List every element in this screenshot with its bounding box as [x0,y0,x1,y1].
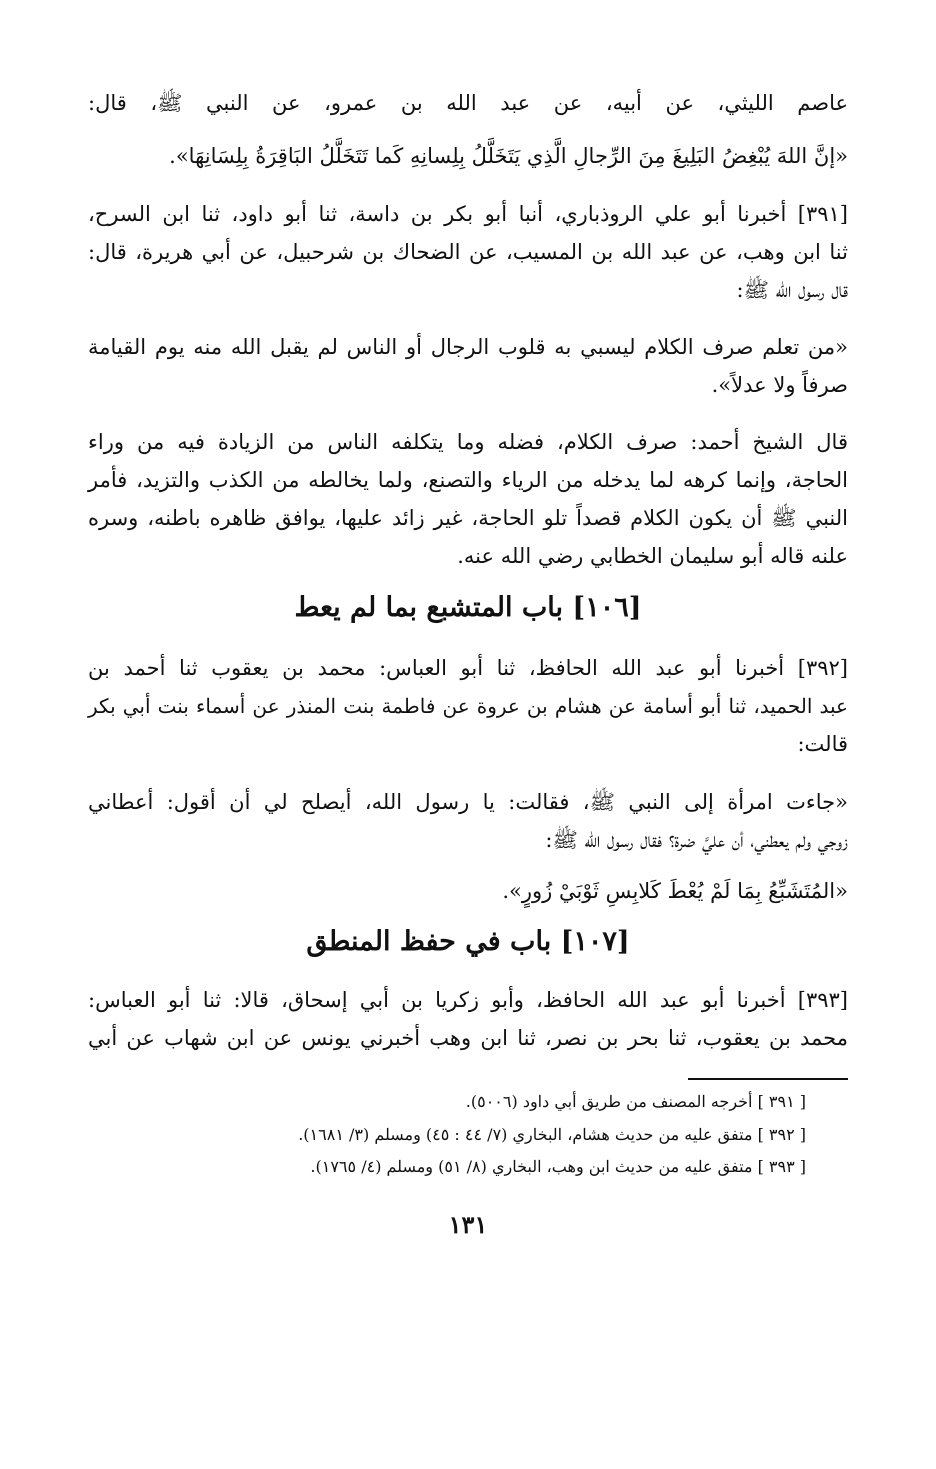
text-line: [٣٩٣] أخبرنا أبو عبد الله الحافظ، وأبو زكريا بن أبي إسحاق، قالا: ثنا أبو العباس: [88,988,848,1012]
chapter-heading: [١٠٧] باب في حفظ المنطق [306,926,630,957]
text-line: عبد الحميد، ثنا أبو أسامة عن هشام بن عروة عن فاطمة بنت المنذر عن أسماء بنت أبي بكر [88,694,848,718]
page-number: ١٣١ [448,1210,488,1239]
text-line: النبي ﷺ أن يكون الكلام قصداً تلو الحاجة، غير زائد عليها، يوافق ظاهره باطنه، وسره [88,506,848,530]
text-line: الحاجة، وإنما كرهه لما يدخله من الرياء والتصنع، ولما يخالطه من الكذب والتزيد، فأمر [88,468,848,492]
text-line: علنه قاله أبو سليمان الخطابي رضي الله عنه. [457,544,848,568]
text-line: محمد بن يعقوب، ثنا بحر بن نصر، ثنا ابن وهب أخبرني يونس عن ابن شهاب عن أبي [88,1026,848,1050]
footnote: [ ٣٩٢ ] متفق عليه من حديث هشام، البخاري (٧/ ٤٤ : ٤٥) ومسلم (٣/ ١٦٨١). [298,1125,806,1144]
text-line: ثنا ابن وهب، عن عبد الله بن المسيب، عن الضحاك بن شرحبيل، عن أبي هريرة، قال: [88,240,848,264]
chapter-heading: [١٠٦] باب المتشبع بما لم يعط [294,592,642,623]
text-line: [٣٩١] أخبرنا أبو علي الروذباري، أنبا أبو بكر بن داسة، ثنا أبو داود، ثنا ابن السرح، [88,202,848,226]
footnote-separator [688,1078,848,1080]
text-line: قال الشيخ أحمد: صرف الكلام، فضله وما يتكلفه الناس من الزيادة فيه من وراء [88,430,848,454]
text-line: [٣٩٢] أخبرنا أبو عبد الله الحافظ، ثنا أبو العباس: محمد بن يعقوب ثنا أحمد بن [88,656,848,680]
footnote: [ ٣٩١ ] أخرجه المصنف من طريق أبي داود (٥٠٠٦). [465,1092,806,1111]
quote-line: «المُتَشَبِّعُ بِمَا لَمْ يُعْطَ كَلابِسِ ثَوْبَيْ زُورٍ». [502,879,848,903]
quote-line: «إنَّ اللهَ يُبْغِضُ البَلِيغَ مِنَ الرِّجالِ الَّذِي يَتَخَلَّلُ بِلِسانِهِ كَما تَتَخَلَّلُ البَاقِرَةُ بِلِسَانِهَا». [169,144,848,168]
quote-line: زوجي ولم يعطني، أن عليَّ ضرة؟ فقال رسول الله ﷺ: [545,828,848,852]
text-line: عاصم الليثي، عن أبيه، عن عبد الله بن عمرو، عن النبي ﷺ، قال: [88,91,848,115]
text-line: قال رسول الله ﷺ: [736,278,848,302]
quote-line: صرفاً ولا عدلاً». [711,373,848,397]
footnote: [ ٣٩٣ ] متفق عليه من حديث ابن وهب، البخاري (٨/ ٥١) ومسلم (٤/ ١٧٦٥). [310,1157,806,1176]
quote-line: «من تعلم صرف الكلام ليسبي به قلوب الرجال أو الناس لم يقبل الله منه يوم القيامة [88,335,848,359]
quote-line: «جاءت امرأة إلى النبي ﷺ، فقالت: يا رسول الله، أيصلح لي أن أقول: أعطاني [88,790,848,814]
text-line: قالت: [797,732,848,756]
